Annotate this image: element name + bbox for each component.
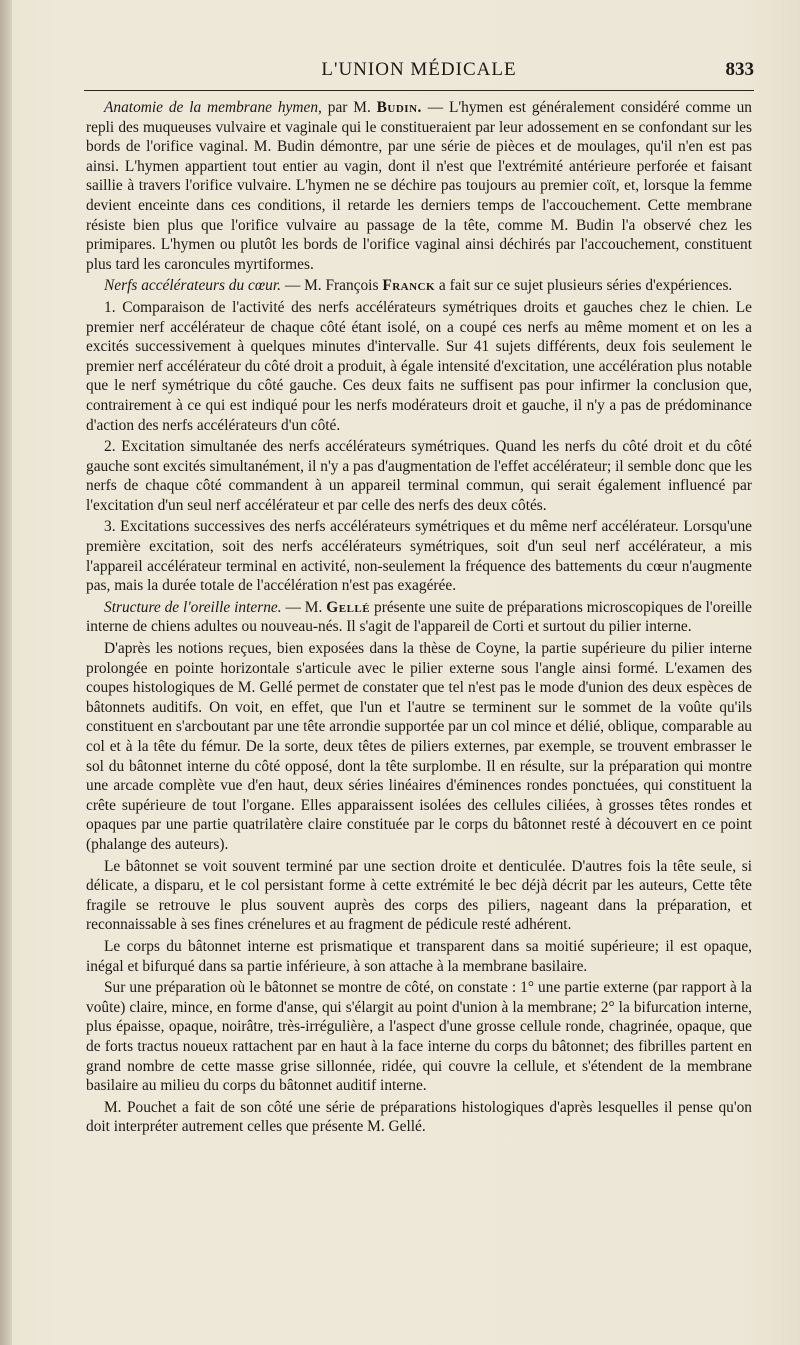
paragraph: Le bâtonnet se voit souvent terminé par une section droite et denticulée. D'autres fois la tête seule, si délicate, a disparu, et le col persistant forme à cette extrémité le bec déjà décrit par les auteurs, Cette tête fragile se retrouve le plus souvent auprès des corps des piliers, nageant dans la préparation, et reconnaissable à ses fines crénelures et au fragment de pédicule resté adhérent. [86,857,752,934]
page-header [84,55,754,85]
page-number: 833 [725,59,754,80]
body-text [86,98,752,1137]
section-by: — M. [285,598,323,616]
running-title: L'UNION MÉDICALE [321,59,517,80]
section-title: Structure de l'oreille interne. [104,598,282,616]
section-nerfs-paragraph [86,276,752,296]
paragraph: 1. Comparaison de l'activité des nerfs accélérateurs symétriques droits et gauches chez le chien. Le premier nerf accélérateur de chaque côté étant isolé, on a coupé ces nerfs au même moment et on les a excités successivement à quelques minutes d'intervalle. Sur 41 sujets différents, deux fois seulement le premier nerf accélérateur du côté droit a produit, à égale intensité d'excitation, une accélération plus notable que le nerf symétrique du côté gauche. Ces deux faits ne suffisent pas pour infirmer la conclusion que, contrairement à ce qui est indiqué pour les nerfs modérateurs droit et gauche, il n'y a pas de prédominance d'action des nerfs accélérateurs d'un côté. [86,298,752,434]
paragraph-text: a fait sur ce sujet plusieurs séries d'expériences. [438,277,733,295]
section-oreille-paragraph [86,598,752,637]
section-author: Franck [382,277,436,295]
paragraph-text: — L'hymen est généralement considéré comme un repli des muqueuses vulvaire et vaginale qui le constitueraient par leur adossement en se confondant sur les bords de l'orifice vaginal. M. Budin démontre, par une série de pièces et de moulages, qu'il n'en est pas ainsi. L'hymen appartient tout entier au vagin, dont il n'est que l'extrémité antérieure perforée et faisant saillie à travers l'orifice vulvaire. L'hymen ne se déchire pas toujours au premier coït, et, lorsque la femme devient enceinte dans ces conditions, il retarde les derniers temps de l'accouchement. Cette membrane résiste bien plus que l'orifice vulvaire au passage de la tête, comme M. Budin l'a observé chez les primipares. L'hymen ou plutôt les bords de l'orifice vaginal ainsi déchirés par l'accouchement, constituent plus tard les caroncules myrtiformes. [86,99,752,273]
paragraph: 3. Excitations successives des nerfs accélérateurs symétriques et du même nerf accélérateur. Lorsqu'une première excitation, soit des nerfs accélérateurs symétriques, soit d'un seul nerf accélérateur, a mis l'appareil accélérateur terminal en activité, non-seulement la fréquence des battements du cœur n'augmente pas, mais la durée totale de l'accélération n'est pas exagérée. [86,518,752,595]
section-title: Anatomie de la membrane hymen, [104,99,322,116]
section-by: — M. François [284,277,379,295]
paragraph: 2. Excitation simultanée des nerfs accélérateurs symétriques. Quand les nerfs du côté droit et du côté gauche sont excités simultanément, il n'y a pas d'augmentation de l'effet accélérateur; il semble donc que les nerfs de chaque côté commandent à un appareil terminal commun, qui serait également influencé par l'excitation d'un seul nerf accélérateur et par celle des nerfs des deux côtés. [86,438,752,514]
section-author: Gellé [326,598,371,616]
section-by: par M. [327,99,371,116]
section-author: Budin. [376,99,422,116]
section-title: Nerfs accélérateurs du cœur. [104,277,281,295]
page-binding-edge [0,0,12,1345]
paragraph: M. Pouchet a fait de son côté une série de préparations histologiques d'après lesquelles il pense qu'on doit interpréter autrement celles que présente M. Gellé. [86,1098,752,1136]
paragraph: D'après les notions reçues, bien exposées dans la thèse de Coyne, la partie supérieure du pilier interne prolongée en pointe horizontale s'articule avec le pilier externe sous l'angle ainsi formé. L'examen des coupes histologiques de M. Gellé permet de constater que tel n'est pas le mode d'union des deux espèces de bâtonnets auditifs. On voit, en effet, que l'un et l'autre se terminent sur le sommet de la voûte qu'ils constituent en s'arcboutant par une tête arrondie supportée par un col mince et délié, oblique, comparable au col et à la tête du fémur. De la sorte, deux têtes de piliers externes, par exemple, se trouvent embrasser le sol du bâtonnet interne du côté opposé, dont la tête surplombe. Il en résulte, sur la préparation qui montre une arcade complète vue d'en haut, deux séries linéaires d'éminences rondes ponctuées, qui constituent la crête supérieure de tout l'organe. Elles apparaissent isolées des cellules ciliées, à grosses têtes rondes et opaques par une partie quatrilatère claire constituée par le corps du bâtonnet resté à découvert en ce point (phalange des auteurs). [86,640,752,853]
header-rule [84,90,754,91]
paragraph-text: présente une suite de préparations microscopiques de l'oreille interne de chiens adultes ou nouveau-nés. Il s'agit de l'appareil de Corti et surtout du pilier interne. [86,598,753,636]
section-hymen-paragraph [86,98,752,274]
paragraph: Sur une préparation où le bâtonnet se montre de côté, on constate : 1° une partie externe (par rapport à la voûte) claire, mince, en forme d'anse, qui s'élargit au point d'union à la membrane; 2° la bifurcation interne, plus épaisse, opaque, noirâtre, très-irrégulière, a l'aspect d'une grosse cellule ronde, chagrinée, opaque, que de forts tractus noueux rattachent par en haut à la face interne du corps du bâtonnet; des fibrilles partent en grand nombre de cette masse grise sillonnée, ridée, qui couvre la cellule, et s'étendent de la membrane basilaire au milieu du corps du bâtonnet auditif interne. [86,979,752,1095]
paragraph: Le corps du bâtonnet interne est prismatique et transparent dans sa moitié supérieure; il est opaque, inégal et bifurqué dans sa partie inférieure, à son attache à la membrane basilaire. [86,937,752,975]
